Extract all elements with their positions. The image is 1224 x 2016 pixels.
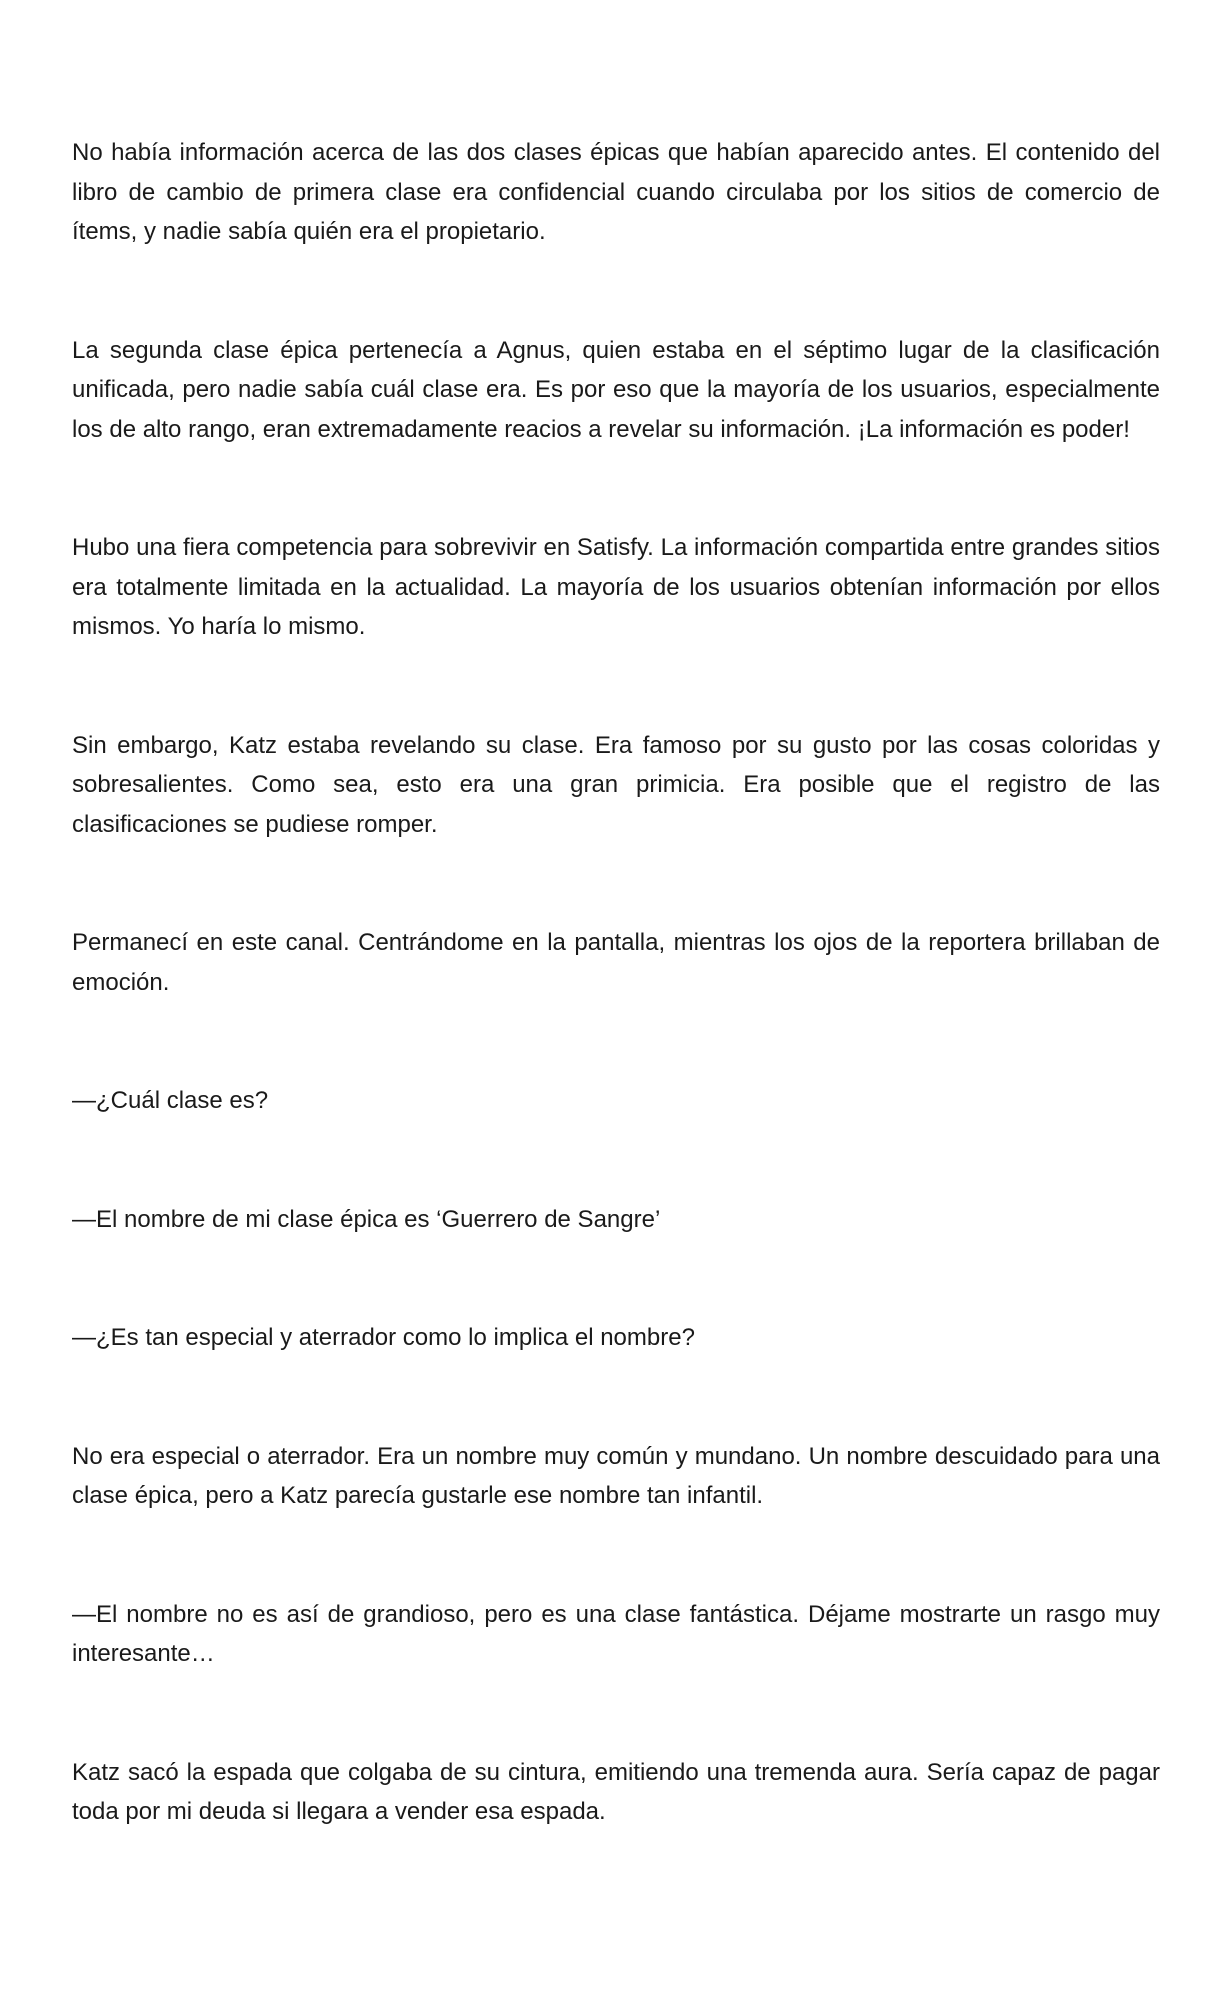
paragraph-3: Hubo una fiera competencia para sobrevivir en Satisfy. La información compartida entre grandes sitios era totalmente limitada en la actualidad. La mayoría de los usuarios obtenían información por ellos mismos. Yo haría lo mismo.: [72, 534, 1160, 640]
dialogue-line-3: —¿Es tan especial y aterrador como lo implica el nombre?: [72, 1324, 695, 1351]
paragraph-1: No había información acerca de las dos clases épicas que habían aparecido antes. El contenido del libro de cambio de primera clase era confidencial cuando circulaba por los sitios de comercio de ítems, y nadie sabía quién era el propietario.: [72, 139, 1160, 245]
dialogue-line-1: —¿Cuál clase es?: [72, 1087, 269, 1114]
paragraph-7: Katz sacó la espada que colgaba de su cintura, emitiendo una tremenda aura. Sería capaz de pagar toda por mi deuda si llegara a vender esa espada.: [72, 1758, 1160, 1825]
paragraph-6: No era especial o aterrador. Era un nombre muy común y mundano. Un nombre descuidado para una clase épica, pero a Katz parecía gustarle ese nombre tan infantil.: [72, 1442, 1160, 1509]
dialogue-line-2: —El nombre de mi clase épica es ‘Guerrero de Sangre’: [72, 1205, 661, 1233]
paragraph-4: Sin embargo, Katz estaba revelando su clase. Era famoso por su gusto por las cosas coloridas y sobresalientes. Como sea, esto era una gran primicia. Era posible que el registro de las clasificaciones se pudiese romper.: [72, 731, 1160, 838]
dialogue-line-4: —El nombre no es así de grandioso, pero es una clase fantástica. Déjame mostrarte un rasgo muy interesante…: [72, 1600, 1160, 1667]
document-page: [72, 133, 1160, 1832]
paragraph-2: La segunda clase épica pertenecía a Agnus, quien estaba en el séptimo lugar de la clasificación unificada, pero nadie sabía cuál clase era. Es por eso que la mayoría de los usuarios, especialmente los de alto rango, eran extremadamente reacios a revelar su información. ¡La información es poder!: [72, 336, 1160, 443]
paragraph-5: Permanecí en este canal. Centrándome en la pantalla, mientras los ojos de la reportera brillaban de emoción.: [72, 929, 1160, 996]
